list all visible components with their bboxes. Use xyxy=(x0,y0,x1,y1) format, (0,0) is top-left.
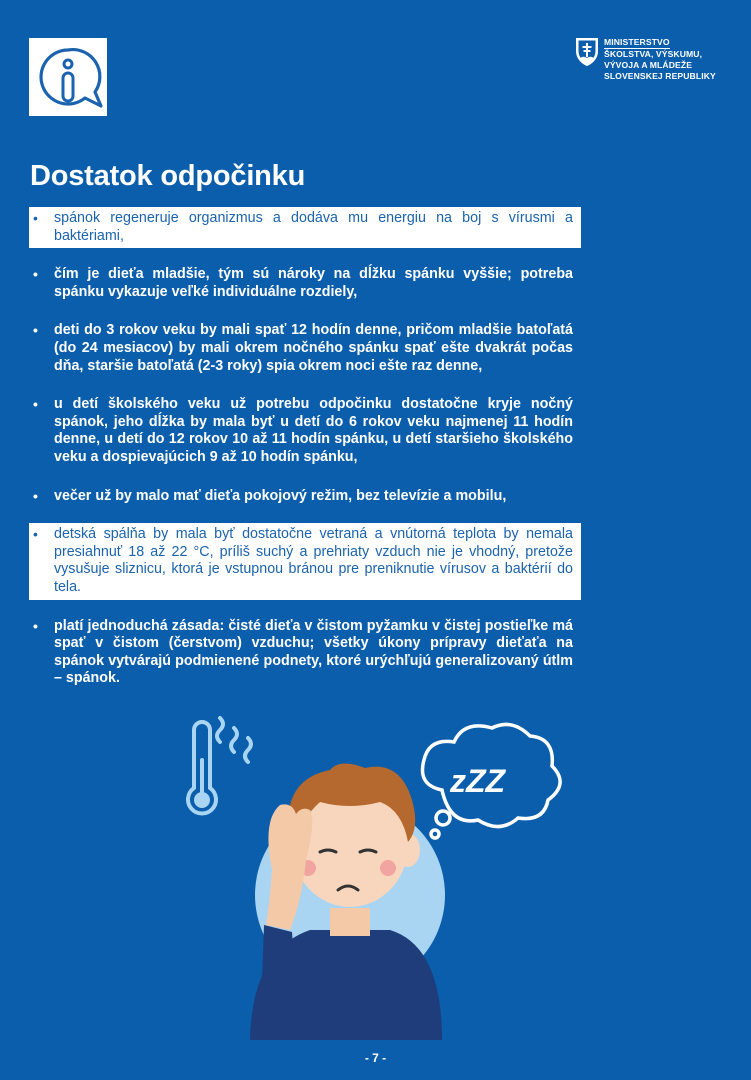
page-title: Dostatok odpočinku xyxy=(30,160,306,192)
bullet-dot: • xyxy=(33,210,38,226)
bullet-item xyxy=(29,485,581,509)
bullet-text: detská spálňa by mala byť dostatočne vetraná a vnútorná teplota by nemala presiahnuť 18 až 22 °C, príliš suchý a prehriaty vzduch nie je vhodný, pretože vysušuje sliznicu, ktorá je vstupnou bránou pre preniknutie vírusov a baktérií do tela. xyxy=(54,526,573,595)
bullet-dot: • xyxy=(33,266,38,283)
heat-waves-icon xyxy=(217,718,251,762)
info-icon-box xyxy=(29,38,107,116)
bullet-text: u detí školského veku už potrebu odpočinku dostatočne kryje nočný spánok, jeho dĺžka by mala byť u detí do 6 rokov veku najmenej 11 hodín denne, u detí do 12 rokov 10 až 11 hodín spánku, u detí staršieho školského veku a dospievajúcich 9 až 10 hodín spánku, xyxy=(54,396,573,465)
sleep-zzz-text: zZZ xyxy=(450,763,506,799)
sleepy-boy-illustration xyxy=(180,710,570,1040)
bullet-item xyxy=(29,319,581,378)
info-speech-bubble-icon xyxy=(29,38,107,116)
boy-cheek xyxy=(380,860,396,876)
ministry-logo xyxy=(575,37,745,87)
bullet-text: platí jednoduchá zásada: čisté dieťa v čistom pyžamku v čistej postieľke má spať v čistom (čerstvom) vzduchu; všetky úkony prípravy dieťaťa na spánok vytvárajú podmienené podnety, ktoré urýchľujú generalizovaný útlm – spánok. xyxy=(54,617,573,687)
bullet-text: večer už by malo mať dieťa pokojový režim, bez televízie a mobilu, xyxy=(54,487,507,504)
slovak-coat-of-arms-icon xyxy=(575,37,599,67)
bullet-text: spánok regeneruje organizmus a dodáva mu energiu na boj s vírusmi a baktériami, xyxy=(54,210,573,244)
ministry-line-4: SLOVENSKEJ REPUBLIKY xyxy=(604,71,716,81)
thermometer-icon xyxy=(188,722,216,813)
bullet-list xyxy=(29,207,581,706)
bullet-item xyxy=(29,207,581,248)
bullet-item xyxy=(29,523,581,599)
bullet-dot: • xyxy=(33,526,38,543)
boy-neck xyxy=(330,908,370,936)
bullet-item xyxy=(29,393,581,469)
bullet-dot: • xyxy=(33,396,38,413)
bullet-text: deti do 3 rokov veku by mali spať 12 hodín denne, pričom mladšie batoľatá (do 24 mesiacov) by mali okrem nočného spánku spať ešte dvakrát počas dňa, staršie batoľatá (2-3 roky) spia okrem noci ešte raz denne, xyxy=(54,322,573,374)
bullet-text: čím je dieťa mladšie, tým sú nároky na dĺžku spánku vyššie; potreba spánku vykazuje veľké individuálne rozdiely, xyxy=(54,266,573,300)
bullet-dot: • xyxy=(33,487,38,504)
bullet-item xyxy=(29,263,581,304)
ministry-line-2: ŠKOLSTVA, VÝSKUMU, xyxy=(604,49,703,59)
ministry-line-3: VÝVOJA A MLÁDEŽE xyxy=(604,60,693,70)
page-number: - 7 - xyxy=(364,1051,387,1065)
ministry-name xyxy=(604,37,716,82)
bullet-dot: • xyxy=(33,322,38,339)
bullet-dot: • xyxy=(33,617,38,634)
ministry-line-1: MINISTERSTVO xyxy=(604,37,670,47)
bullet-item xyxy=(29,615,581,691)
